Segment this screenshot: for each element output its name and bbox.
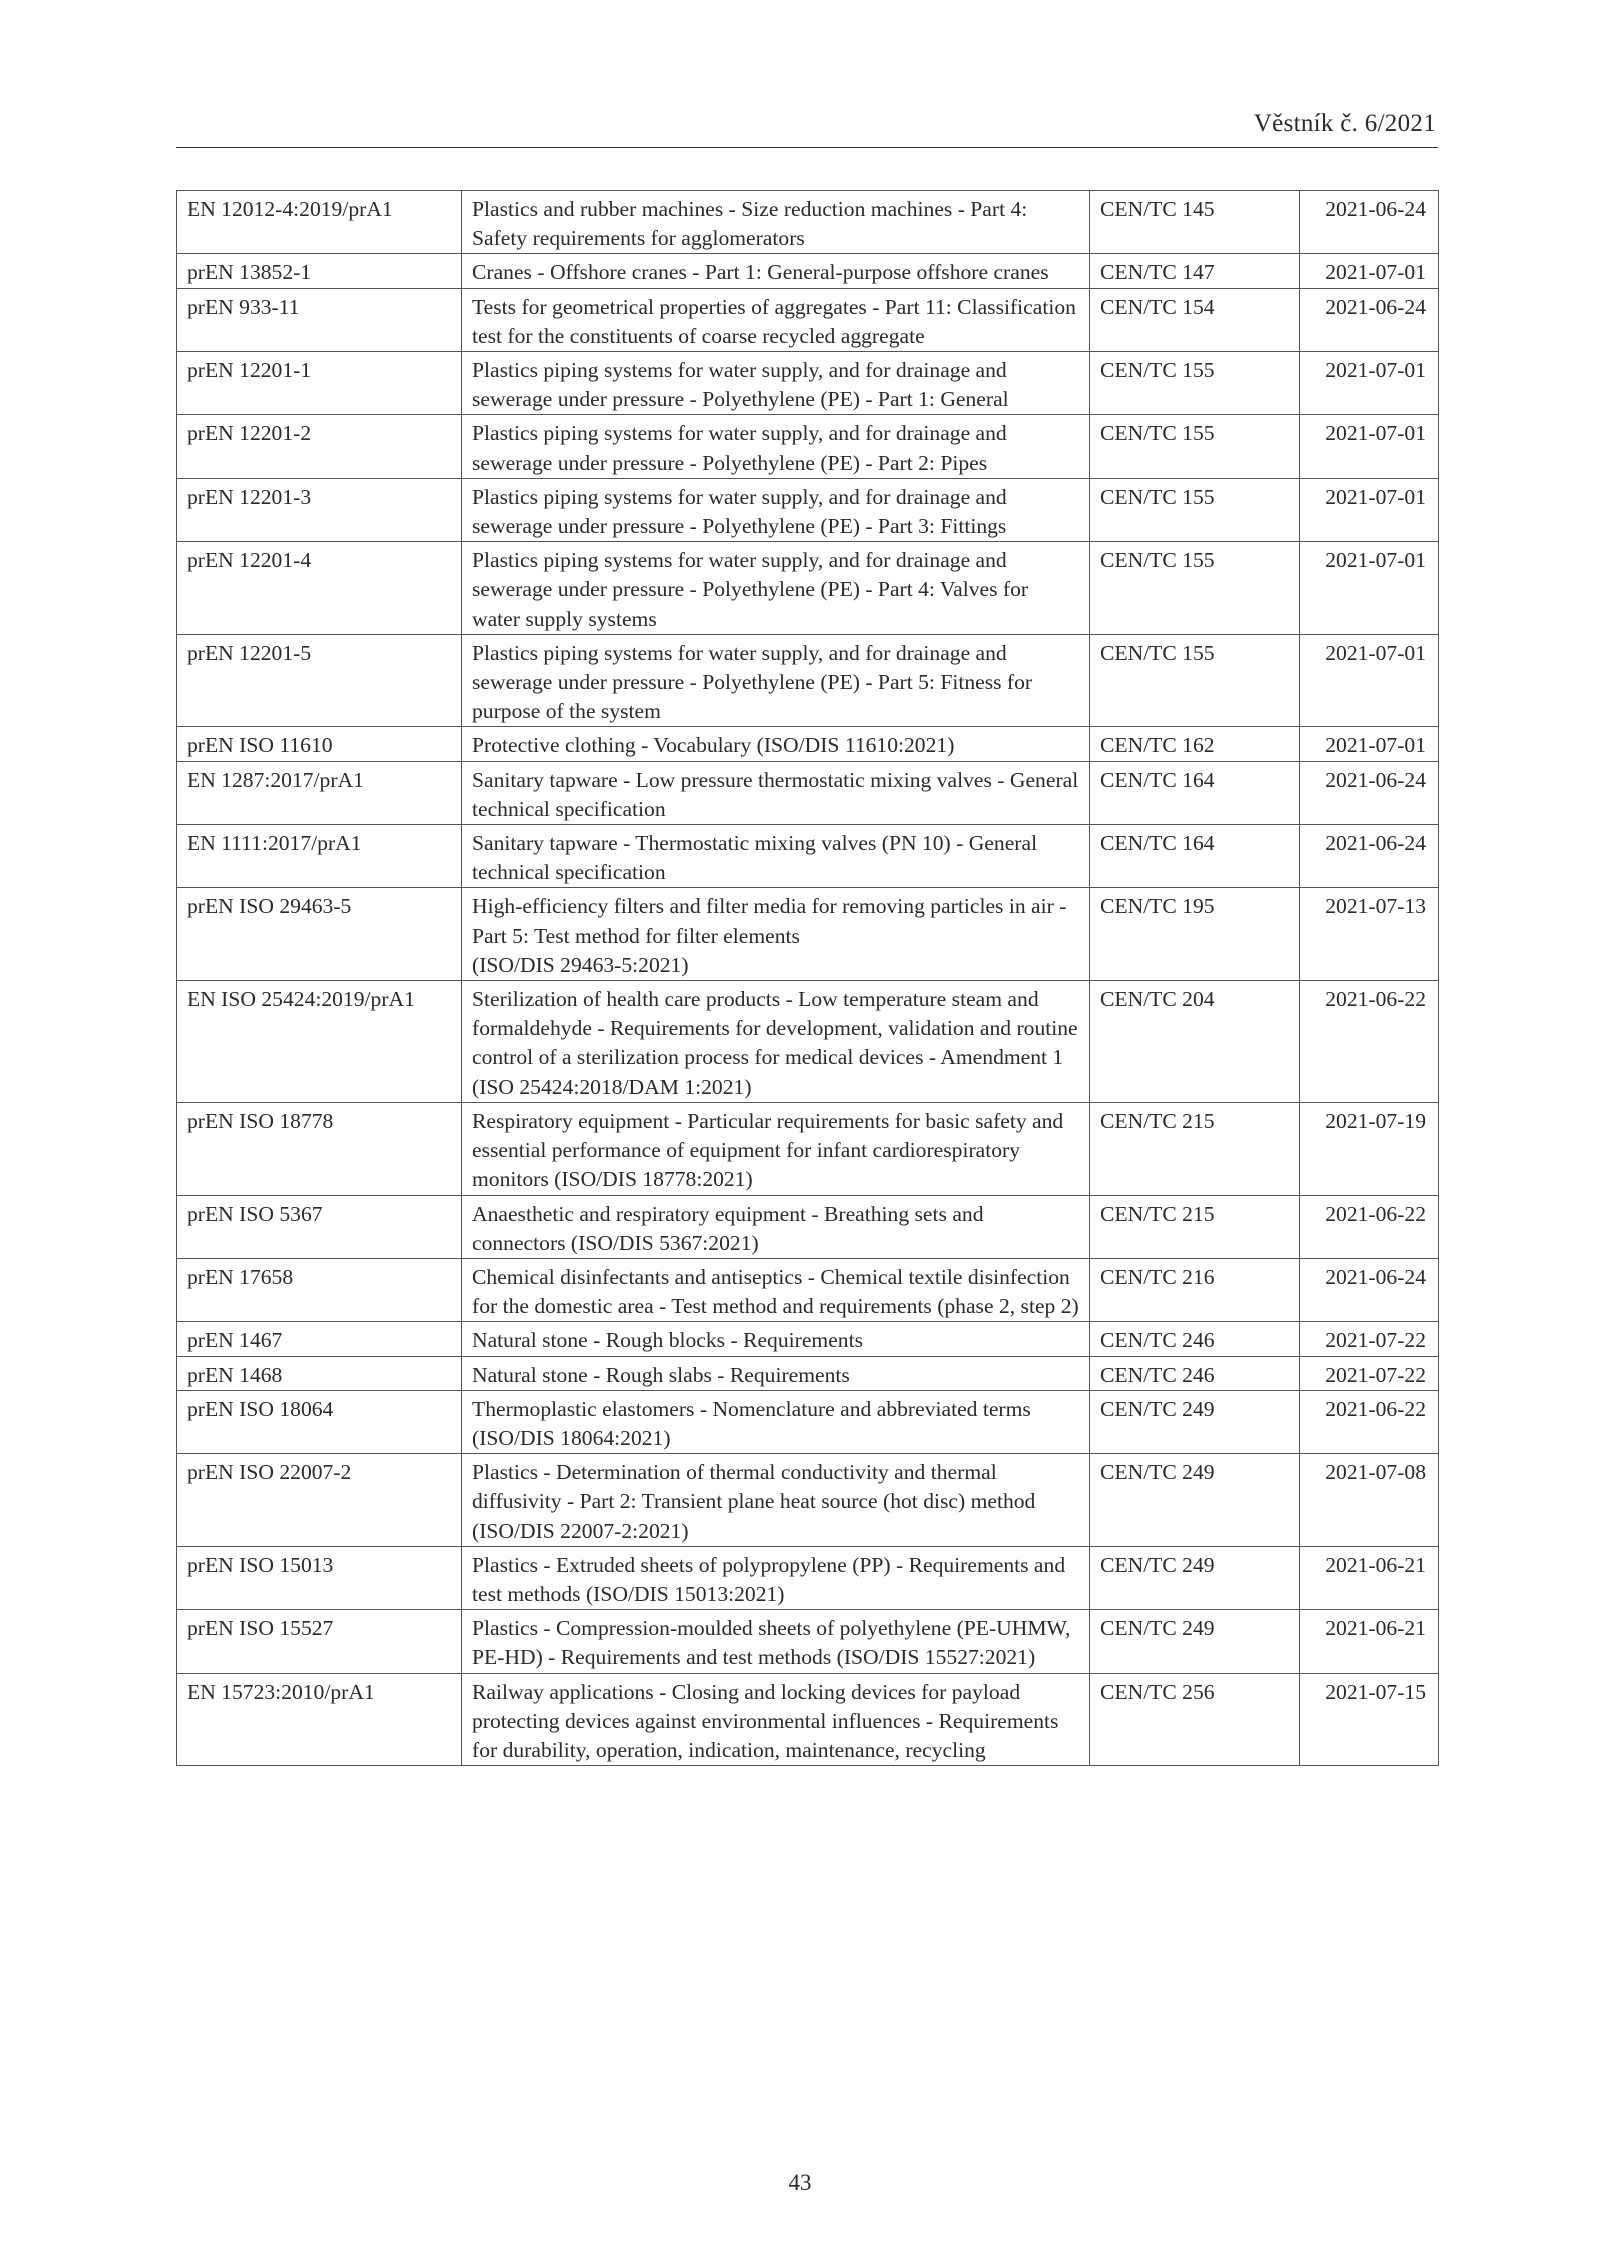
table-row xyxy=(177,254,1439,288)
standard-title-cell: Plastics piping systems for water supply, and for drainage and sewerage under pressure - Polyethylene (PE) - Part 3: Fittings xyxy=(462,478,1090,541)
technical-committee-cell: CEN/TC 155 xyxy=(1090,478,1300,541)
technical-committee-cell: CEN/TC 147 xyxy=(1090,254,1300,288)
standard-reference-cell: EN 1287:2017/prA1 xyxy=(177,761,462,824)
table-row xyxy=(177,352,1439,415)
standard-reference-cell: prEN 12201-2 xyxy=(177,415,462,478)
deadline-date-cell: 2021-07-22 xyxy=(1300,1322,1439,1356)
standard-title-cell: Protective clothing - Vocabulary (ISO/DIS 11610:2021) xyxy=(462,727,1090,761)
standard-title-cell: Plastics piping systems for water supply, and for drainage and sewerage under pressure - Polyethylene (PE) - Part 1: General xyxy=(462,352,1090,415)
standard-title-cell: Natural stone - Rough blocks - Requirements xyxy=(462,1322,1090,1356)
table-row xyxy=(177,1454,1439,1547)
deadline-date-cell: 2021-06-22 xyxy=(1300,981,1439,1103)
standard-title-cell: Anaesthetic and respiratory equipment - Breathing sets and connectors (ISO/DIS 5367:2021) xyxy=(462,1195,1090,1258)
table-row xyxy=(177,288,1439,351)
table-row xyxy=(177,634,1439,727)
deadline-date-cell: 2021-07-01 xyxy=(1300,254,1439,288)
standard-reference-cell: EN 1111:2017/prA1 xyxy=(177,825,462,888)
technical-committee-cell: CEN/TC 195 xyxy=(1090,888,1300,981)
deadline-date-cell: 2021-06-22 xyxy=(1300,1195,1439,1258)
standard-reference-cell: EN 15723:2010/prA1 xyxy=(177,1673,462,1766)
deadline-date-cell: 2021-07-01 xyxy=(1300,352,1439,415)
table-row xyxy=(177,1673,1439,1766)
standard-reference-cell: prEN 12201-5 xyxy=(177,634,462,727)
standard-reference-cell: prEN 12201-4 xyxy=(177,542,462,635)
deadline-date-cell: 2021-07-01 xyxy=(1300,542,1439,635)
standards-table-body xyxy=(177,191,1439,1766)
standard-reference-cell: prEN ISO 18064 xyxy=(177,1390,462,1453)
deadline-date-cell: 2021-07-22 xyxy=(1300,1356,1439,1390)
standard-reference-cell: prEN ISO 18778 xyxy=(177,1102,462,1195)
technical-committee-cell: CEN/TC 155 xyxy=(1090,542,1300,635)
technical-committee-cell: CEN/TC 249 xyxy=(1090,1454,1300,1547)
standard-title-cell: Sanitary tapware - Thermostatic mixing valves (PN 10) - General technical specification xyxy=(462,825,1090,888)
technical-committee-cell: CEN/TC 246 xyxy=(1090,1356,1300,1390)
standard-title-cell: Plastics and rubber machines - Size reduction machines - Part 4: Safety requirements for agglomerators xyxy=(462,191,1090,254)
technical-committee-cell: CEN/TC 154 xyxy=(1090,288,1300,351)
deadline-date-cell: 2021-06-24 xyxy=(1300,1258,1439,1321)
deadline-date-cell: 2021-07-01 xyxy=(1300,478,1439,541)
page-number: 43 xyxy=(788,2170,812,2195)
deadline-date-cell: 2021-06-24 xyxy=(1300,288,1439,351)
standard-title-cell: Thermoplastic elastomers - Nomenclature and abbreviated terms (ISO/DIS 18064:2021) xyxy=(462,1390,1090,1453)
standard-title-cell: Plastics piping systems for water supply, and for drainage and sewerage under pressure - Polyethylene (PE) - Part 2: Pipes xyxy=(462,415,1090,478)
table-row xyxy=(177,415,1439,478)
technical-committee-cell: CEN/TC 155 xyxy=(1090,634,1300,727)
deadline-date-cell: 2021-07-13 xyxy=(1300,888,1439,981)
standard-reference-cell: prEN 933-11 xyxy=(177,288,462,351)
table-row xyxy=(177,727,1439,761)
standard-title-cell: Sterilization of health care products - Low temperature steam and formaldehyde - Requirements for development, validation and routine control of a sterilization process for medical devices - Amendment 1 (ISO 25424:2018/DAM 1:2021) xyxy=(462,981,1090,1103)
technical-committee-cell: CEN/TC 249 xyxy=(1090,1610,1300,1673)
table-row xyxy=(177,1102,1439,1195)
standard-title-cell: Plastics - Extruded sheets of polypropylene (PP) - Requirements and test methods (ISO/DIS 15013:2021) xyxy=(462,1546,1090,1609)
journal-title: Věstník č. 6/2021 xyxy=(1253,110,1436,137)
technical-committee-cell: CEN/TC 162 xyxy=(1090,727,1300,761)
standards-table-container xyxy=(176,190,1438,1766)
table-row xyxy=(177,981,1439,1103)
standard-reference-cell: prEN ISO 11610 xyxy=(177,727,462,761)
table-row xyxy=(177,1610,1439,1673)
table-row xyxy=(177,1546,1439,1609)
standard-title-cell: Tests for geometrical properties of aggregates - Part 11: Classification test for the constituents of coarse recycled aggregate xyxy=(462,288,1090,351)
technical-committee-cell: CEN/TC 215 xyxy=(1090,1195,1300,1258)
standard-title-cell: Plastics - Determination of thermal conductivity and thermal diffusivity - Part 2: Transient plane heat source (hot disc) method (ISO/DIS 22007-2:2021) xyxy=(462,1454,1090,1547)
table-row xyxy=(177,1356,1439,1390)
table-row xyxy=(177,761,1439,824)
deadline-date-cell: 2021-06-24 xyxy=(1300,191,1439,254)
standard-title-cell: Natural stone - Rough slabs - Requirements xyxy=(462,1356,1090,1390)
standard-title-cell: Sanitary tapware - Low pressure thermostatic mixing valves - General technical specification xyxy=(462,761,1090,824)
technical-committee-cell: CEN/TC 164 xyxy=(1090,761,1300,824)
standards-table xyxy=(176,190,1439,1766)
standard-title-cell: Chemical disinfectants and antiseptics - Chemical textile disinfection for the domestic area - Test method and requirements (phase 2, step 2) xyxy=(462,1258,1090,1321)
technical-committee-cell: CEN/TC 256 xyxy=(1090,1673,1300,1766)
deadline-date-cell: 2021-06-21 xyxy=(1300,1546,1439,1609)
deadline-date-cell: 2021-07-15 xyxy=(1300,1673,1439,1766)
standard-reference-cell: prEN 1467 xyxy=(177,1322,462,1356)
standard-reference-cell: prEN 1468 xyxy=(177,1356,462,1390)
table-row xyxy=(177,1390,1439,1453)
technical-committee-cell: CEN/TC 249 xyxy=(1090,1546,1300,1609)
table-row xyxy=(177,1258,1439,1321)
standard-title-cell: Cranes - Offshore cranes - Part 1: General-purpose offshore cranes xyxy=(462,254,1090,288)
technical-committee-cell: CEN/TC 249 xyxy=(1090,1390,1300,1453)
technical-committee-cell: CEN/TC 216 xyxy=(1090,1258,1300,1321)
deadline-date-cell: 2021-07-01 xyxy=(1300,727,1439,761)
technical-committee-cell: CEN/TC 145 xyxy=(1090,191,1300,254)
page-header xyxy=(176,108,1438,148)
standard-title-cell: Respiratory equipment - Particular requirements for basic safety and essential performance of equipment for infant cardiorespiratory monitors (ISO/DIS 18778:2021) xyxy=(462,1102,1090,1195)
deadline-date-cell: 2021-07-08 xyxy=(1300,1454,1439,1547)
deadline-date-cell: 2021-06-24 xyxy=(1300,825,1439,888)
technical-committee-cell: CEN/TC 204 xyxy=(1090,981,1300,1103)
deadline-date-cell: 2021-07-19 xyxy=(1300,1102,1439,1195)
deadline-date-cell: 2021-06-21 xyxy=(1300,1610,1439,1673)
table-row xyxy=(177,888,1439,981)
technical-committee-cell: CEN/TC 155 xyxy=(1090,352,1300,415)
deadline-date-cell: 2021-07-01 xyxy=(1300,634,1439,727)
standard-title-cell: Railway applications - Closing and locking devices for payload protecting devices against environmental influences - Requirements for durability, operation, indication, maintenance, recycling xyxy=(462,1673,1090,1766)
standard-title-cell: Plastics - Compression-moulded sheets of polyethylene (PE-UHMW, PE-HD) - Requirements and test methods (ISO/DIS 15527:2021) xyxy=(462,1610,1090,1673)
table-row xyxy=(177,1195,1439,1258)
standard-reference-cell: prEN ISO 15527 xyxy=(177,1610,462,1673)
standard-reference-cell: prEN 12201-1 xyxy=(177,352,462,415)
standard-reference-cell: prEN 13852-1 xyxy=(177,254,462,288)
standard-reference-cell: prEN ISO 5367 xyxy=(177,1195,462,1258)
standard-reference-cell: prEN ISO 22007-2 xyxy=(177,1454,462,1547)
table-row xyxy=(177,478,1439,541)
technical-committee-cell: CEN/TC 246 xyxy=(1090,1322,1300,1356)
deadline-date-cell: 2021-06-22 xyxy=(1300,1390,1439,1453)
standard-reference-cell: prEN ISO 15013 xyxy=(177,1546,462,1609)
technical-committee-cell: CEN/TC 215 xyxy=(1090,1102,1300,1195)
deadline-date-cell: 2021-06-24 xyxy=(1300,761,1439,824)
standard-reference-cell: EN ISO 25424:2019/prA1 xyxy=(177,981,462,1103)
deadline-date-cell: 2021-07-01 xyxy=(1300,415,1439,478)
standard-reference-cell: EN 12012-4:2019/prA1 xyxy=(177,191,462,254)
standard-title-cell: Plastics piping systems for water supply, and for drainage and sewerage under pressure - Polyethylene (PE) - Part 4: Valves for water supply systems xyxy=(462,542,1090,635)
table-row xyxy=(177,1322,1439,1356)
technical-committee-cell: CEN/TC 155 xyxy=(1090,415,1300,478)
standard-reference-cell: prEN 12201-3 xyxy=(177,478,462,541)
standard-reference-cell: prEN ISO 29463-5 xyxy=(177,888,462,981)
standard-title-cell: Plastics piping systems for water supply, and for drainage and sewerage under pressure - Polyethylene (PE) - Part 5: Fitness for purpose of the system xyxy=(462,634,1090,727)
standard-reference-cell: prEN 17658 xyxy=(177,1258,462,1321)
table-row xyxy=(177,542,1439,635)
table-row xyxy=(177,191,1439,254)
technical-committee-cell: CEN/TC 164 xyxy=(1090,825,1300,888)
table-row xyxy=(177,825,1439,888)
standard-title-cell: High-efficiency filters and filter media for removing particles in air - Part 5: Test method for filter elements (ISO/DIS 29463-5:2021) xyxy=(462,888,1090,981)
